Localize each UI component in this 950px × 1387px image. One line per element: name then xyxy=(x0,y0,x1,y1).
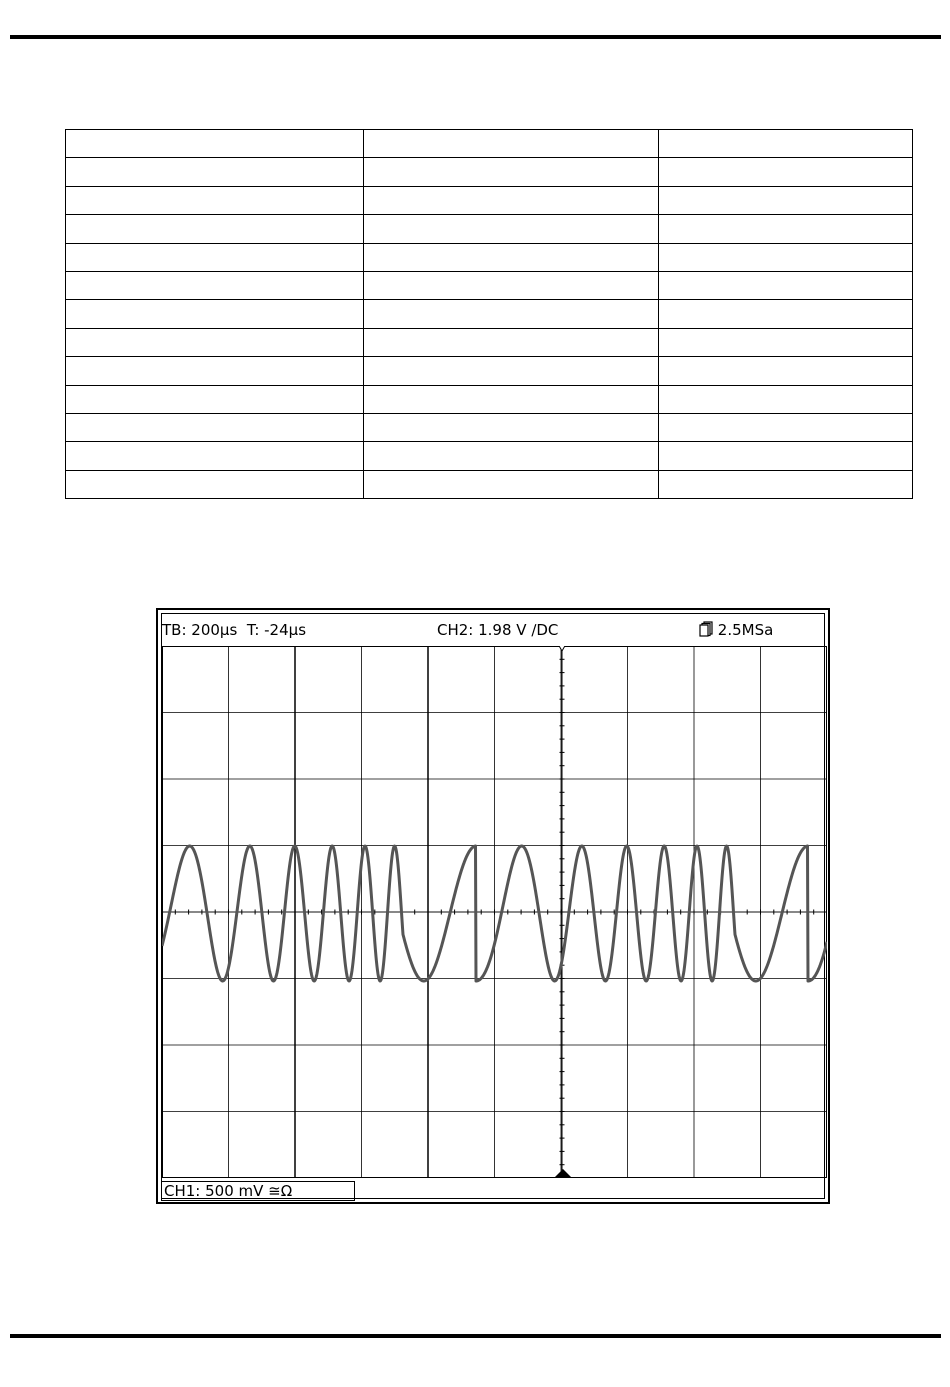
table-cell xyxy=(364,130,659,158)
table-cell xyxy=(66,186,364,214)
table-cell xyxy=(659,186,913,214)
table-cell xyxy=(659,243,913,271)
table-cell xyxy=(364,271,659,299)
table-cell xyxy=(364,215,659,243)
table-cell xyxy=(364,158,659,186)
table-cell xyxy=(659,470,913,498)
table-cell xyxy=(66,300,364,328)
trigger-offset-label: T: -24µs xyxy=(246,621,307,639)
table-cell xyxy=(66,470,364,498)
table-cell xyxy=(659,300,913,328)
sample-rate-readout xyxy=(699,621,773,639)
table-cell xyxy=(66,328,364,356)
table-cell xyxy=(66,158,364,186)
table-row xyxy=(66,215,913,243)
table-cell xyxy=(66,271,364,299)
channel1-label: CH1: 500 mV ≅Ω xyxy=(161,1181,355,1201)
table-row xyxy=(66,271,913,299)
stacked-pages-icon xyxy=(699,621,713,637)
table-cell xyxy=(364,300,659,328)
table-cell xyxy=(66,413,364,441)
table-row xyxy=(66,300,913,328)
table-cell xyxy=(66,130,364,158)
table-row xyxy=(66,130,913,158)
table-row xyxy=(66,442,913,470)
table-cell xyxy=(659,442,913,470)
table-cell xyxy=(66,243,364,271)
table-row xyxy=(66,470,913,498)
table-row xyxy=(66,328,913,356)
table-cell xyxy=(659,271,913,299)
table-row xyxy=(66,243,913,271)
table-cell xyxy=(66,442,364,470)
timebase-readout xyxy=(162,621,306,639)
table-cell xyxy=(364,328,659,356)
table-cell xyxy=(659,385,913,413)
table-cell xyxy=(659,357,913,385)
table-cell xyxy=(66,357,364,385)
table-cell xyxy=(364,186,659,214)
table-cell xyxy=(66,385,364,413)
table-cell xyxy=(364,243,659,271)
header-rule xyxy=(10,35,941,39)
ground-marker-bottom xyxy=(555,1169,571,1177)
table-cell xyxy=(364,442,659,470)
table-cell xyxy=(659,158,913,186)
table-cell xyxy=(364,357,659,385)
scope-grid xyxy=(162,646,827,1178)
trigger-marker-top xyxy=(558,646,566,651)
table-row xyxy=(66,385,913,413)
table-cell xyxy=(364,385,659,413)
table-row xyxy=(66,413,913,441)
timebase-label: TB: 200µs xyxy=(162,621,238,639)
table-cell xyxy=(364,413,659,441)
table-row xyxy=(66,158,913,186)
blank-table xyxy=(65,129,913,499)
channel2-label: CH2: 1.98 V ∕DC xyxy=(437,621,559,639)
table-cell xyxy=(66,215,364,243)
table-row xyxy=(66,186,913,214)
footer-rule xyxy=(10,1334,941,1338)
table-cell xyxy=(659,130,913,158)
sample-rate-label: 2.5MSa xyxy=(717,621,774,639)
table-cell xyxy=(364,470,659,498)
table-cell xyxy=(659,413,913,441)
table-row xyxy=(66,357,913,385)
table-cell xyxy=(659,215,913,243)
table-cell xyxy=(659,328,913,356)
